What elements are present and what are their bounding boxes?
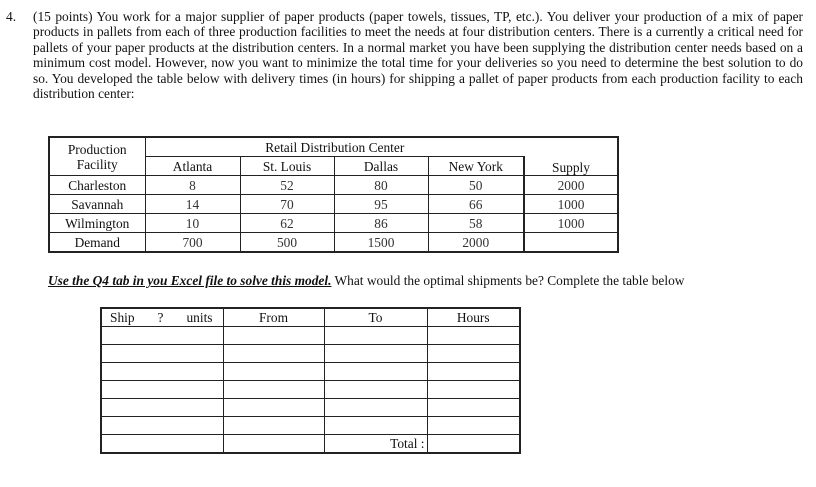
demand-cell: 2000: [428, 233, 524, 253]
corner-line-production: Production: [67, 141, 127, 157]
shipment-table: [100, 307, 521, 454]
to-cell[interactable]: [324, 417, 427, 435]
time-cell: 80: [334, 176, 428, 195]
table-row: [101, 327, 520, 345]
hours-cell[interactable]: [427, 381, 520, 399]
facility-name: Charleston: [49, 176, 145, 195]
instruction-emphasis: Use the Q4 tab in you Excel file to solve this model.: [48, 273, 332, 288]
time-cell: 86: [334, 214, 428, 233]
ship-units-cell[interactable]: [101, 417, 223, 435]
question-number: 4.: [6, 9, 17, 24]
instruction-rest: What would the optimal shipments be? Complete the table below: [331, 273, 685, 288]
hours-cell[interactable]: [427, 345, 520, 363]
from-header: From: [223, 308, 324, 327]
time-cell: 8: [145, 176, 240, 195]
from-cell[interactable]: [223, 381, 324, 399]
demand-supply-empty: [524, 233, 618, 253]
hours-cell[interactable]: [427, 399, 520, 417]
table-row: [49, 214, 618, 233]
problem-statement: (15 points) You work for a major supplier of paper products (paper towels, tissues, TP, etc.). You deliver your production of a mix of paper products in pallets from each of three production facilities to meet the needs at four distribution centers. There is a currently a critical need for pallets of your paper products at the distribution centers. In a normal market you have been supplying the distribution center needs based on a minimum cost model. However, now you want to minimize the total time for your deliveries so you need to determine the best solution to do so. You developed the table below with delivery times (in hours) for shipping a pallet of paper products from each production facility to each distribution center:: [33, 9, 803, 102]
from-cell[interactable]: [223, 327, 324, 345]
demand-label: Demand: [49, 233, 145, 253]
supply-cell: 2000: [524, 176, 618, 195]
ship-units-header: [101, 308, 223, 327]
time-cell: 50: [428, 176, 524, 195]
table-row: [101, 417, 520, 435]
facility-name: Wilmington: [49, 214, 145, 233]
column-header-new-york: New York: [428, 157, 524, 176]
facility-name: Savannah: [49, 195, 145, 214]
table-row: [101, 399, 520, 417]
instruction-text: [48, 273, 684, 289]
time-cell: 52: [240, 176, 334, 195]
time-cell: 95: [334, 195, 428, 214]
ship-units-cell[interactable]: [101, 345, 223, 363]
time-cell: 66: [428, 195, 524, 214]
hours-header: Hours: [427, 308, 520, 327]
from-cell[interactable]: [223, 399, 324, 417]
time-cell: 70: [240, 195, 334, 214]
column-header-st-louis: St. Louis: [240, 157, 334, 176]
ship-units-cell[interactable]: [101, 363, 223, 381]
to-cell[interactable]: [324, 381, 427, 399]
ship-label: Ship: [110, 310, 135, 325]
hours-cell[interactable]: [427, 417, 520, 435]
ship-units-cell[interactable]: [101, 399, 223, 417]
table-row: [101, 363, 520, 381]
column-header-atlanta: Atlanta: [145, 157, 240, 176]
to-cell[interactable]: [324, 363, 427, 381]
ship-placeholder: ?: [157, 310, 164, 325]
total-row: [101, 435, 520, 454]
to-cell[interactable]: [324, 399, 427, 417]
table-row: [101, 381, 520, 399]
total-hours-cell[interactable]: [427, 435, 520, 454]
time-cell: 14: [145, 195, 240, 214]
units-label: units: [186, 310, 213, 325]
time-cell: 62: [240, 214, 334, 233]
group-header: Retail Distribution Center: [145, 137, 524, 157]
corner-header: [49, 137, 145, 176]
table-row: [49, 195, 618, 214]
demand-row: [49, 233, 618, 253]
ship-units-cell[interactable]: [101, 327, 223, 345]
time-cell: 58: [428, 214, 524, 233]
ship-units-cell[interactable]: [101, 381, 223, 399]
from-cell[interactable]: [223, 363, 324, 381]
hours-cell[interactable]: [427, 327, 520, 345]
table-row: [101, 345, 520, 363]
from-cell[interactable]: [223, 417, 324, 435]
total-label: Total :: [324, 435, 427, 454]
demand-cell: 1500: [334, 233, 428, 253]
delivery-time-table: [48, 136, 619, 253]
total-empty-cell: [223, 435, 324, 454]
total-empty-cell: [101, 435, 223, 454]
supply-header: Supply: [524, 137, 618, 176]
demand-cell: 500: [240, 233, 334, 253]
to-cell[interactable]: [324, 345, 427, 363]
time-cell: 10: [145, 214, 240, 233]
to-header: To: [324, 308, 427, 327]
supply-cell: 1000: [524, 195, 618, 214]
demand-cell: 700: [145, 233, 240, 253]
corner-line-facility: Facility: [76, 156, 118, 172]
column-header-dallas: Dallas: [334, 157, 428, 176]
to-cell[interactable]: [324, 327, 427, 345]
supply-cell: 1000: [524, 214, 618, 233]
from-cell[interactable]: [223, 345, 324, 363]
hours-cell[interactable]: [427, 363, 520, 381]
table-row: [49, 176, 618, 195]
